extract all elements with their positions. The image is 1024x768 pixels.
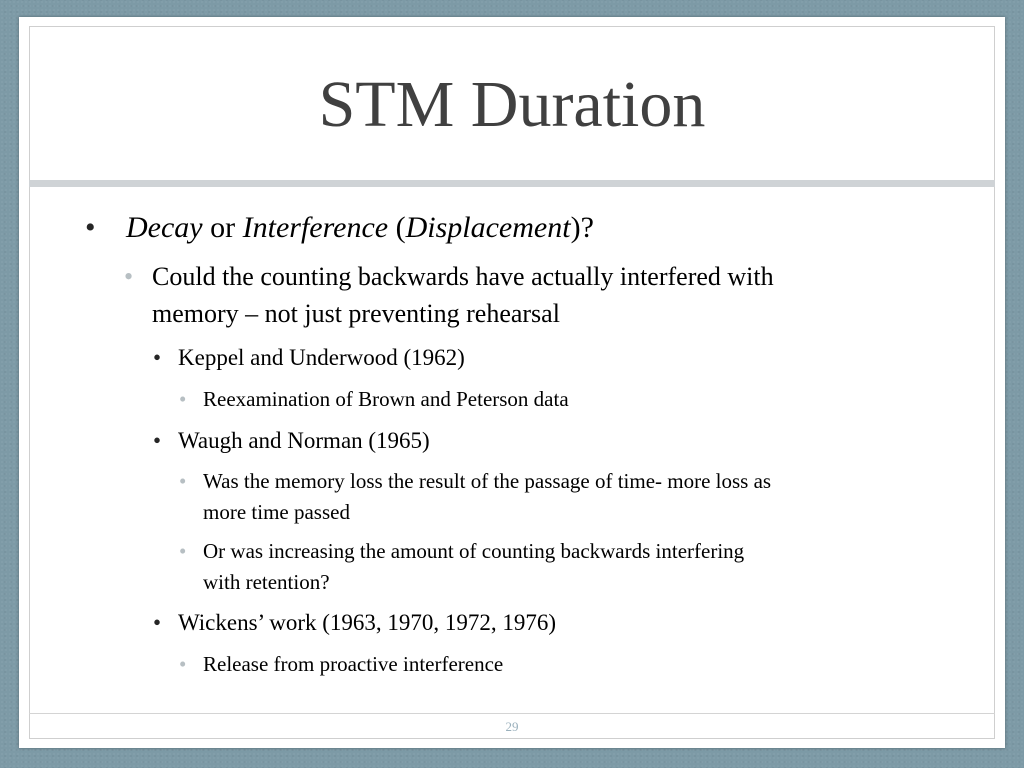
bullet-text-line-1: Could the counting backwards have actually interfered with [152, 262, 774, 291]
page-number: 29 [505, 719, 519, 734]
bullet-text-line-2: memory – not just preventing rehearsal [152, 299, 560, 328]
bullet-dot: • [179, 469, 187, 493]
title-area [19, 17, 1005, 180]
bullet-text: Reexamination of Brown and Peterson data [203, 387, 569, 411]
bullet-dot: • [153, 610, 162, 635]
bullet-dot: • [153, 428, 162, 453]
bullet-text: Release from proactive interference [203, 652, 504, 676]
bullet-text: Keppel and Underwood (1962) [178, 345, 465, 370]
text-paren-open: ( [388, 211, 406, 244]
text-interference: Interference [242, 211, 389, 244]
slide [19, 17, 1005, 748]
bullet-dot: • [124, 262, 134, 291]
text-displacement: Displacement [405, 211, 571, 244]
title-divider-band [29, 180, 995, 187]
slide-title: STM Duration [318, 68, 706, 141]
bullet-dot: • [179, 387, 187, 411]
bullet-text-line-1: Or was increasing the amount of counting backwards interfering [203, 539, 745, 563]
bullet-text: Wickens’ work (1963, 1970, 1972, 1976) [178, 610, 557, 635]
bullet-dot: • [179, 539, 187, 563]
bullet-text [126, 209, 594, 247]
text-or: or [202, 211, 243, 244]
footer-divider [29, 713, 995, 714]
bullet-dot: • [153, 345, 162, 370]
text-paren-close: )? [570, 211, 594, 244]
bullet-text-line-2: more time passed [203, 500, 350, 524]
bullet-text: Waugh and Norman (1965) [178, 428, 430, 453]
bullet-dot: • [85, 211, 96, 244]
text-decay: Decay [126, 211, 203, 244]
bullet-text-line-2: with retention? [203, 570, 330, 594]
bullet-dot: • [179, 652, 187, 676]
bullet-text-line-1: Was the memory loss the result of the passage of time- more loss as [203, 469, 772, 493]
